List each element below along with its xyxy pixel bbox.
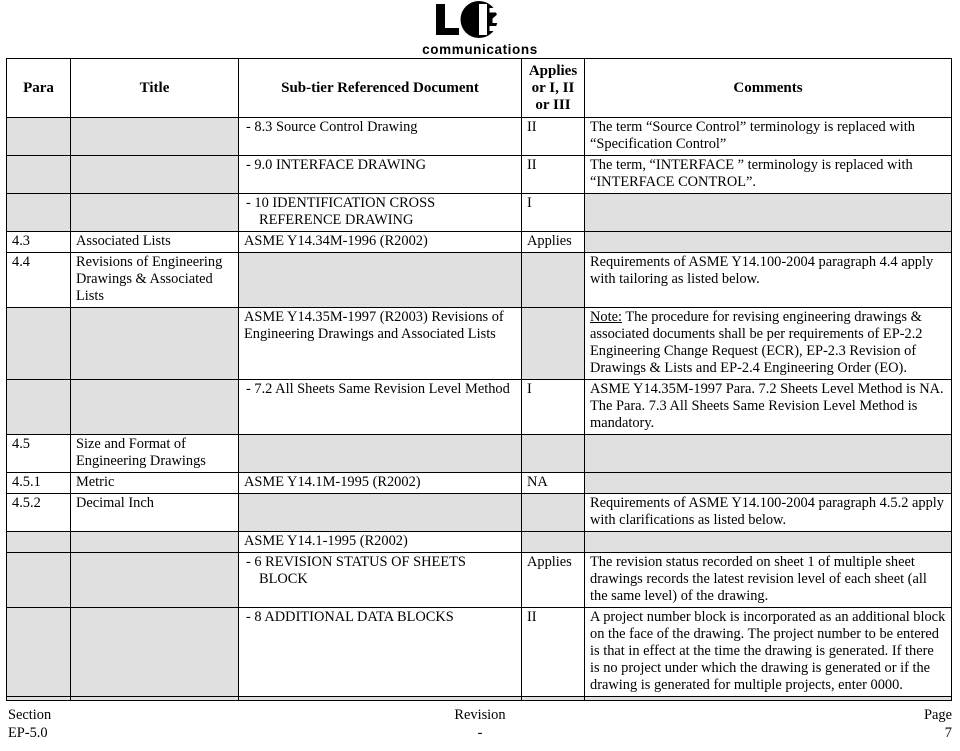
column-header-para: Para <box>7 59 71 118</box>
l3-logo-mark-icon <box>432 1 528 42</box>
table-row <box>7 253 952 308</box>
subtier-item-text: - 6 REVISION STATUS OF SHEETS BLOCK <box>246 554 466 588</box>
cell-para <box>7 118 71 156</box>
column-header-subtier: Sub-tier Referenced Document <box>239 59 522 118</box>
cell-comments <box>585 696 952 700</box>
applies-header-line-1: Applies <box>528 63 578 79</box>
cell-comments <box>585 532 952 553</box>
footer-revision-value: - <box>477 725 483 742</box>
cell-applies <box>522 696 585 700</box>
cell-comments: Requirements of ASME Y14.100-2004 paragraph 4.4 apply with tailoring as listed below. <box>585 253 952 308</box>
cell-title: Decimal Inch <box>71 494 239 532</box>
footer-page-label: Page <box>923 706 952 723</box>
cell-title <box>71 118 239 156</box>
cell-para <box>7 308 71 380</box>
table-row <box>7 380 952 435</box>
applies-header-line-3: or III <box>535 96 571 113</box>
cell-subtier <box>239 494 522 532</box>
cell-para: 4.5.1 <box>7 473 71 494</box>
column-header-title: Title <box>71 59 239 118</box>
cell-comments: The term “Source Control” terminology is replaced with “Specification Control” <box>585 118 952 156</box>
cell-applies: Applies <box>522 232 585 253</box>
cell-comments <box>585 194 952 232</box>
cell-para <box>7 194 71 232</box>
applies-header-line-2: or I, II <box>531 79 575 96</box>
l3-logo-wordmark: communications <box>422 42 538 58</box>
cell-title <box>71 308 239 380</box>
cell-title: Size and Format of Engineering Drawings <box>71 435 239 473</box>
cell-comments: Note: The procedure for revising engineering drawings & associated documents shall be per requirements of EP-2.2 Engineering Change Request (ECR), EP-2.3 Revision of Drawings & Lists and EP-2.4 Engineering Order (EO). <box>585 308 952 380</box>
subtier-item-text: - 9.0 INTERFACE DRAWING <box>246 157 427 174</box>
cell-title <box>71 607 239 696</box>
cell-comments: A project number block is incorporated as an additional block on the face of the drawing. The project number to be entered is that in effect at the time the drawing is generated. If there is no project under which the drawing is generated or if the drawing is generated for multiple projects, enter 0000. <box>585 607 952 696</box>
column-header-comments: Comments <box>585 59 952 118</box>
table-row <box>7 156 952 194</box>
cell-subtier <box>239 607 522 696</box>
cell-subtier <box>239 253 522 308</box>
cell-title <box>71 156 239 194</box>
table-row <box>7 118 952 156</box>
cell-subtier: ASME Y14.35M-1997 (R2003) Revisions of Engineering Drawings and Associated Lists <box>239 308 522 380</box>
cell-comments: Requirements of ASME Y14.100-2004 paragraph 4.5.2 apply with clarifications as listed below. <box>585 494 952 532</box>
cell-subtier <box>239 380 522 435</box>
cell-para: 4.3 <box>7 232 71 253</box>
cell-comments: The term, “INTERFACE ” terminology is replaced with “INTERFACE CONTROL”. <box>585 156 952 194</box>
cell-title <box>71 532 239 553</box>
cell-comments <box>585 435 952 473</box>
table-header-row <box>7 59 952 118</box>
cell-applies <box>522 494 585 532</box>
cell-subtier <box>239 435 522 473</box>
cell-para <box>7 380 71 435</box>
cell-para: 4.5 <box>7 435 71 473</box>
footer-page-value: 7 <box>944 725 952 742</box>
cell-applies: II <box>522 607 585 696</box>
cell-para <box>7 156 71 194</box>
cell-applies: I <box>522 380 585 435</box>
cell-applies <box>522 532 585 553</box>
cell-para <box>7 696 71 700</box>
cell-subtier: ASME Y14.34M-1996 (R2002) <box>239 232 522 253</box>
cell-title: Revisions of Engineering Drawings & Associated Lists <box>71 253 239 308</box>
footer-values-row <box>8 724 952 743</box>
subtier-item-text: - 8 ADDITIONAL DATA BLOCKS <box>246 608 454 625</box>
table-row <box>7 194 952 232</box>
cell-applies <box>522 435 585 473</box>
cell-para: 4.5.2 <box>7 494 71 532</box>
table-body <box>7 118 952 701</box>
cell-comments <box>585 232 952 253</box>
cell-subtier <box>239 194 522 232</box>
cell-applies: I <box>522 194 585 232</box>
subtier-item-text: - 10 IDENTIFICATION CROSS REFERENCE DRAWING <box>246 195 436 229</box>
cell-subtier <box>239 156 522 194</box>
comment-note-prefix: Note: <box>590 309 622 326</box>
subtier-item-text: - 7.2 All Sheets Same Revision Level Method <box>246 381 510 398</box>
table-row <box>7 494 952 532</box>
cell-applies <box>522 253 585 308</box>
cell-subtier <box>239 118 522 156</box>
cell-para: 4.4 <box>7 253 71 308</box>
cell-title <box>71 696 239 700</box>
cell-subtier: ASME Y14.1-1995 (R2002) <box>239 532 522 553</box>
cell-comments: The revision status recorded on sheet 1 of multiple sheet drawings records the latest revision level of each sheet (all the same level) of the drawing. <box>585 553 952 608</box>
cell-applies: II <box>522 156 585 194</box>
cell-comments: ASME Y14.35M-1997 Para. 7.2 Sheets Level Method is NA. The Para. 7.3 All Sheets Same Revision Level Method is mandatory. <box>585 380 952 435</box>
cell-applies: Applies <box>522 553 585 608</box>
tailoring-requirements-table <box>6 58 952 701</box>
cell-applies: II <box>522 118 585 156</box>
cell-subtier: ASME Y14.1M-1995 (R2002) <box>239 473 522 494</box>
table-row <box>7 553 952 608</box>
cell-title: Metric <box>71 473 239 494</box>
cell-subtier <box>239 553 522 608</box>
cell-para <box>7 553 71 608</box>
footer-section-label: Section <box>8 706 52 723</box>
footer-revision-label: Revision <box>454 706 506 723</box>
l3-communications-logo <box>422 1 538 57</box>
table-row <box>7 473 952 494</box>
cell-title <box>71 194 239 232</box>
table-row <box>7 607 952 696</box>
column-header-applies <box>522 59 585 118</box>
cell-comments <box>585 473 952 494</box>
logo-header <box>0 0 960 58</box>
page-footer <box>0 706 960 743</box>
cell-subtier <box>239 696 522 700</box>
cell-applies <box>522 308 585 380</box>
cell-para <box>7 607 71 696</box>
footer-labels-row <box>8 706 952 725</box>
footer-section-value: EP-5.0 <box>8 725 48 742</box>
cell-title <box>71 553 239 608</box>
table-row <box>7 532 952 553</box>
table-row <box>7 696 952 700</box>
cell-para <box>7 532 71 553</box>
cell-applies: NA <box>522 473 585 494</box>
cell-title: Associated Lists <box>71 232 239 253</box>
table-row <box>7 308 952 380</box>
subtier-item-text: - 8.3 Source Control Drawing <box>246 119 418 136</box>
spec-table-container <box>0 58 960 701</box>
cell-title <box>71 380 239 435</box>
table-row <box>7 232 952 253</box>
table-row <box>7 435 952 473</box>
table-head <box>7 59 952 118</box>
